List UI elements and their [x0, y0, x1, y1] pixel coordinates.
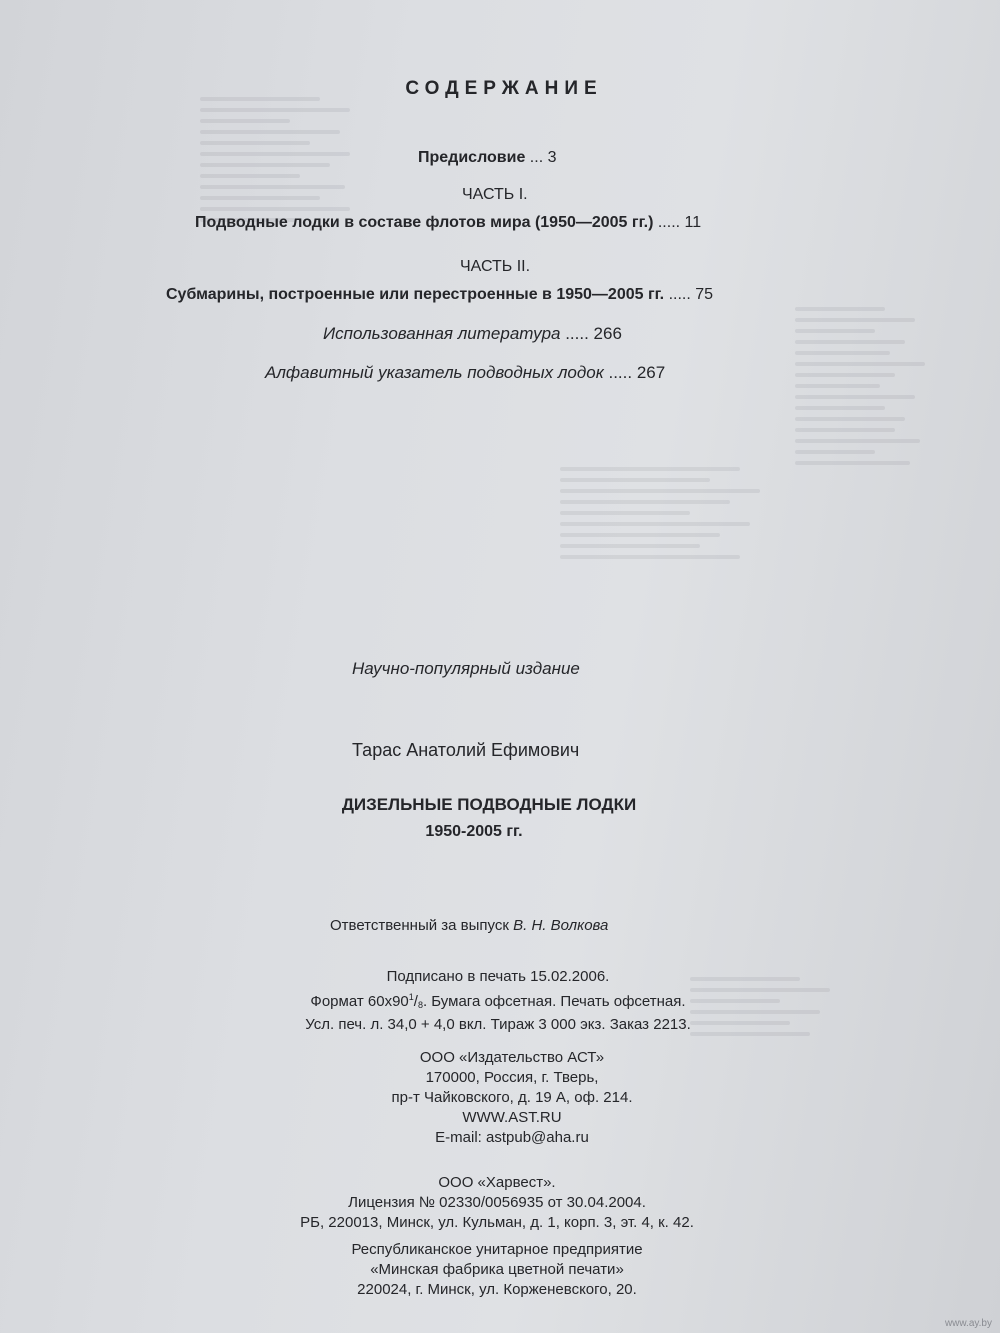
format-denominator: 8 — [417, 1000, 423, 1010]
factory-details — [351, 1240, 642, 1300]
format-prefix: Формат 60x90 — [310, 993, 409, 1010]
publisher-email: E-mail: astpub@aha.ru — [435, 1129, 589, 1146]
printer-details — [300, 1173, 694, 1233]
toc-entry-page: ..... 75 — [664, 286, 714, 303]
toc-heading: СОДЕРЖАНИЕ — [405, 78, 603, 99]
publisher-details — [392, 1048, 633, 1148]
toc-entry-page: ..... 266 — [560, 324, 622, 343]
toc-entry-page: ..... 11 — [653, 214, 702, 231]
toc-entry-page: ..... 267 — [603, 363, 666, 382]
sheets-line: Усл. печ. л. 34,0 + 4,0 вкл. Тираж 3 000 экз. Заказ 2213. — [305, 1016, 691, 1033]
format-line: Формат $60x90^1/_8$. Бумага офсетная. Печать офсетная. — [310, 992, 686, 1010]
bleed-through-texture — [795, 300, 965, 472]
toc-part2-label: ЧАСТЬ II. — [460, 258, 531, 275]
publisher-line: пр-т Чайковского, д. 19 А, оф. 214. — [391, 1089, 633, 1106]
responsible-label: Ответственный за выпуск — [330, 917, 514, 934]
toc-entry-literature — [323, 324, 622, 344]
toc-part1-label: ЧАСТЬ I. — [462, 186, 528, 203]
responsible-editor — [330, 917, 608, 934]
printer-line: Лицензия № 02330/0056935 от 30.04.2004. — [348, 1194, 646, 1211]
format-numerator: 1 — [408, 992, 414, 1002]
bleed-through-texture — [690, 970, 850, 1043]
toc-entry-label: Использованная литература — [323, 324, 561, 343]
publisher-website: WWW.AST.RU — [462, 1109, 562, 1126]
toc-entry-label: Подводные лодки в составе флотов мира (1950—2005 гг.) — [195, 214, 654, 231]
responsible-name: В. Н. Волкова — [513, 917, 609, 934]
book-title: ДИЗЕЛЬНЫЕ ПОДВОДНЫЕ ЛОДКИ — [341, 795, 637, 814]
factory-line: Республиканское унитарное предприятие — [351, 1241, 643, 1258]
signed-date: Подписано в печать 15.02.2006. — [386, 968, 610, 985]
printer-line: РБ, 220013, Минск, ул. Кульман, д. 1, корп. 3, эт. 4, к. 42. — [300, 1214, 694, 1231]
toc-entry-part1 — [195, 214, 701, 232]
toc-entry-preface — [418, 149, 556, 167]
author-name: Тарас Анатолий Ефимович — [352, 740, 580, 760]
toc-entry-part2 — [166, 286, 713, 304]
toc-entry-index — [265, 363, 665, 383]
book-years: 1950-2005 гг. — [425, 823, 523, 840]
bleed-through-texture — [560, 460, 770, 566]
bleed-through-texture — [200, 90, 360, 229]
factory-line: «Минская фабрика цветной печати» — [370, 1261, 624, 1278]
toc-entry-label: Алфавитный указатель подводных лодок — [265, 363, 604, 382]
edition-type: Научно-популярный издание — [352, 659, 580, 678]
toc-entry-label: Предисловие — [418, 149, 526, 166]
print-details — [305, 967, 691, 1035]
format-suffix: . Бумага офсетная. Печать офсетная. — [422, 993, 686, 1010]
site-watermark: www.ay.by — [944, 1318, 992, 1329]
factory-line: 220024, г. Минск, ул. Корженевского, 20. — [357, 1281, 637, 1298]
toc-entry-page: ... 3 — [525, 149, 557, 166]
publisher-line: 170000, Россия, г. Тверь, — [425, 1069, 599, 1086]
printer-line: ООО «Харвест». — [438, 1174, 556, 1191]
publisher-line: ООО «Издательство АСТ» — [419, 1049, 605, 1066]
toc-entry-label: Субмарины, построенные или перестроенные в 1950—2005 гг. — [166, 286, 665, 303]
